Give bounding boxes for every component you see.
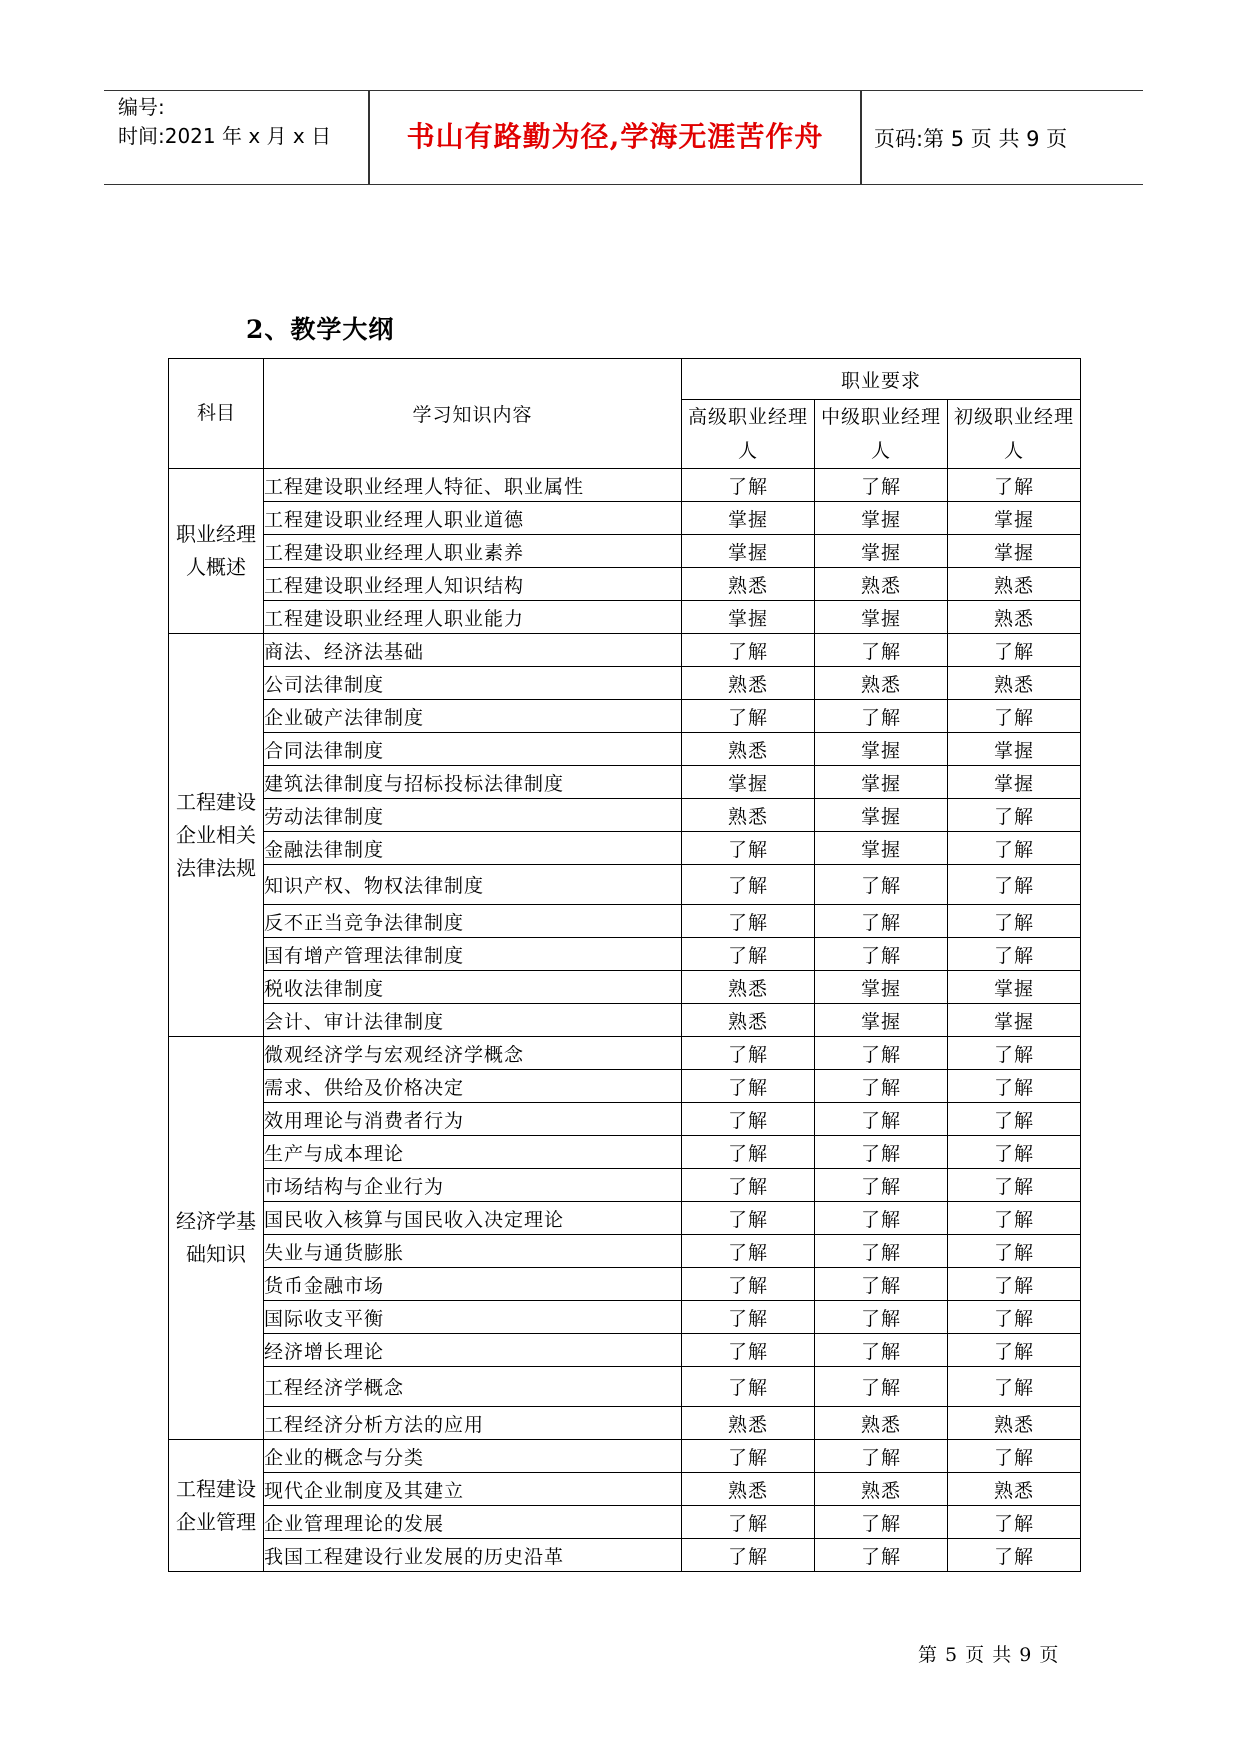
content-cell: 工程建设职业经理人职业能力 — [264, 601, 682, 634]
content-column-header: 学习知识内容 — [264, 359, 682, 469]
table-row — [169, 971, 1081, 1004]
header-meta — [118, 93, 331, 151]
requirement-cell-senior: 熟悉 — [682, 1004, 815, 1037]
requirement-cell-senior: 了解 — [682, 1070, 815, 1103]
subject-cell: 工程建设企业管理 — [169, 1440, 264, 1572]
requirement-cell-senior: 了解 — [682, 700, 815, 733]
content-cell: 会计、审计法律制度 — [264, 1004, 682, 1037]
table-row — [169, 1506, 1081, 1539]
subject-cell: 经济学基础知识 — [169, 1037, 264, 1440]
subject-cell: 职业经理人概述 — [169, 469, 264, 634]
requirement-cell-middle: 掌握 — [815, 971, 948, 1004]
requirement-cell-middle: 熟悉 — [815, 1407, 948, 1440]
content-cell: 合同法律制度 — [264, 733, 682, 766]
content-cell: 企业的概念与分类 — [264, 1440, 682, 1473]
table-row — [169, 1301, 1081, 1334]
requirement-cell-middle: 了解 — [815, 1235, 948, 1268]
table-row — [169, 535, 1081, 568]
syllabus-table — [168, 358, 1081, 1572]
content-cell: 需求、供给及价格决定 — [264, 1070, 682, 1103]
table-row — [169, 865, 1081, 905]
requirement-cell-senior: 了解 — [682, 938, 815, 971]
requirement-cell-middle: 了解 — [815, 1070, 948, 1103]
content-cell: 市场结构与企业行为 — [264, 1169, 682, 1202]
table-row — [169, 634, 1081, 667]
table-row — [169, 1473, 1081, 1506]
requirement-cell-senior: 了解 — [682, 1169, 815, 1202]
requirement-cell-senior: 掌握 — [682, 766, 815, 799]
table-row — [169, 502, 1081, 535]
requirement-cell-junior: 了解 — [948, 1235, 1081, 1268]
requirement-cell-senior: 熟悉 — [682, 1407, 815, 1440]
content-cell: 生产与成本理论 — [264, 1136, 682, 1169]
requirement-cell-senior: 了解 — [682, 865, 815, 905]
table-row — [169, 601, 1081, 634]
content-cell: 公司法律制度 — [264, 667, 682, 700]
content-cell: 工程建设职业经理人特征、职业属性 — [264, 469, 682, 502]
requirement-cell-senior: 掌握 — [682, 535, 815, 568]
subject-cell: 工程建设企业相关法律法规 — [169, 634, 264, 1037]
requirement-cell-middle: 掌握 — [815, 535, 948, 568]
requirement-cell-junior: 了解 — [948, 1136, 1081, 1169]
requirement-cell-middle: 了解 — [815, 938, 948, 971]
requirement-cell-junior: 了解 — [948, 469, 1081, 502]
requirement-cell-middle: 了解 — [815, 1539, 948, 1572]
content-cell: 工程建设职业经理人职业素养 — [264, 535, 682, 568]
requirement-cell-senior: 了解 — [682, 634, 815, 667]
table-row — [169, 568, 1081, 601]
page-footer: 第 5 页 共 9 页 — [918, 1644, 1060, 1666]
content-cell: 国有增产管理法律制度 — [264, 938, 682, 971]
table-row — [169, 1539, 1081, 1572]
table-row — [169, 832, 1081, 865]
requirement-cell-middle: 了解 — [815, 905, 948, 938]
requirement-cell-middle: 掌握 — [815, 766, 948, 799]
requirement-cell-middle: 掌握 — [815, 832, 948, 865]
requirement-cell-senior: 熟悉 — [682, 1473, 815, 1506]
requirement-cell-senior: 掌握 — [682, 601, 815, 634]
requirement-cell-middle: 了解 — [815, 1506, 948, 1539]
requirement-cell-junior: 了解 — [948, 1070, 1081, 1103]
requirement-cell-junior: 了解 — [948, 938, 1081, 971]
requirement-cell-middle: 了解 — [815, 1367, 948, 1407]
content-cell: 反不正当竞争法律制度 — [264, 905, 682, 938]
table-row — [169, 1367, 1081, 1407]
requirement-cell-middle: 掌握 — [815, 733, 948, 766]
requirement-cell-junior: 了解 — [948, 1440, 1081, 1473]
requirement-cell-junior: 了解 — [948, 1301, 1081, 1334]
level-header-middle: 中级职业经理人 — [815, 400, 948, 469]
requirement-cell-junior: 了解 — [948, 1169, 1081, 1202]
requirement-cell-junior: 掌握 — [948, 733, 1081, 766]
requirement-cell-junior: 掌握 — [948, 1004, 1081, 1037]
table-row — [169, 733, 1081, 766]
requirement-cell-senior: 了解 — [682, 469, 815, 502]
requirement-cell-junior: 了解 — [948, 700, 1081, 733]
requirement-cell-senior: 了解 — [682, 1334, 815, 1367]
requirement-cell-junior: 了解 — [948, 1367, 1081, 1407]
subject-column-header: 科目 — [169, 359, 264, 469]
content-cell: 效用理论与消费者行为 — [264, 1103, 682, 1136]
content-cell: 我国工程建设行业发展的历史沿革 — [264, 1539, 682, 1572]
requirement-cell-middle: 了解 — [815, 1103, 948, 1136]
page-header — [104, 90, 1143, 185]
level-header-junior: 初级职业经理人 — [948, 400, 1081, 469]
requirement-cell-junior: 了解 — [948, 1334, 1081, 1367]
requirement-cell-senior: 熟悉 — [682, 568, 815, 601]
requirement-cell-middle: 了解 — [815, 1169, 948, 1202]
requirement-cell-junior: 了解 — [948, 905, 1081, 938]
table-row — [169, 1334, 1081, 1367]
requirement-cell-middle: 了解 — [815, 1301, 948, 1334]
requirement-cell-middle: 了解 — [815, 634, 948, 667]
content-cell: 工程经济学概念 — [264, 1367, 682, 1407]
header-page-label: 页码:第 5 页 共 9 页 — [874, 127, 1068, 151]
content-cell: 工程建设职业经理人职业道德 — [264, 502, 682, 535]
requirement-cell-middle: 掌握 — [815, 799, 948, 832]
section-title: 2、教学大纲 — [246, 315, 395, 344]
requirement-cell-senior: 了解 — [682, 1301, 815, 1334]
table-row — [169, 1037, 1081, 1070]
content-cell: 知识产权、物权法律制度 — [264, 865, 682, 905]
requirement-cell-junior: 掌握 — [948, 535, 1081, 568]
header-divider — [860, 91, 862, 184]
table-row — [169, 938, 1081, 971]
requirement-cell-senior: 了解 — [682, 1539, 815, 1572]
requirement-cell-senior: 了解 — [682, 1235, 815, 1268]
requirement-cell-junior: 了解 — [948, 1103, 1081, 1136]
table-row — [169, 1169, 1081, 1202]
requirement-cell-junior: 了解 — [948, 1202, 1081, 1235]
requirement-cell-middle: 了解 — [815, 1037, 948, 1070]
header-motto: 书山有路勤为径,学海无涯苦作舟 — [406, 120, 824, 153]
requirement-cell-junior: 掌握 — [948, 502, 1081, 535]
table-row — [169, 667, 1081, 700]
requirement-cell-junior: 了解 — [948, 799, 1081, 832]
requirement-cell-junior: 熟悉 — [948, 568, 1081, 601]
requirement-cell-senior: 了解 — [682, 1440, 815, 1473]
content-cell: 企业管理理论的发展 — [264, 1506, 682, 1539]
requirement-cell-middle: 熟悉 — [815, 1473, 948, 1506]
requirement-cell-middle: 掌握 — [815, 502, 948, 535]
requirement-cell-senior: 熟悉 — [682, 667, 815, 700]
requirement-cell-junior: 了解 — [948, 1268, 1081, 1301]
requirement-cell-junior: 熟悉 — [948, 1407, 1081, 1440]
requirement-cell-middle: 了解 — [815, 1440, 948, 1473]
content-cell: 国民收入核算与国民收入决定理论 — [264, 1202, 682, 1235]
content-cell: 金融法律制度 — [264, 832, 682, 865]
requirement-cell-junior: 了解 — [948, 1539, 1081, 1572]
table-row — [169, 1235, 1081, 1268]
header-number-label: 编号: — [118, 95, 165, 119]
requirement-cell-junior: 了解 — [948, 832, 1081, 865]
requirement-cell-middle: 了解 — [815, 1334, 948, 1367]
requirement-cell-junior: 熟悉 — [948, 1473, 1081, 1506]
header-time-label: 时间:2021 年 x 月 x 日 — [118, 124, 332, 148]
requirement-cell-middle: 熟悉 — [815, 568, 948, 601]
requirement-cell-junior: 熟悉 — [948, 601, 1081, 634]
requirement-cell-middle: 了解 — [815, 1202, 948, 1235]
requirement-cell-middle: 掌握 — [815, 601, 948, 634]
table-row — [169, 469, 1081, 502]
table-row — [169, 1004, 1081, 1037]
table-row — [169, 905, 1081, 938]
requirement-cell-middle: 了解 — [815, 865, 948, 905]
content-cell: 建筑法律制度与招标投标法律制度 — [264, 766, 682, 799]
content-cell: 失业与通货膨胀 — [264, 1235, 682, 1268]
requirement-cell-junior: 熟悉 — [948, 667, 1081, 700]
requirement-cell-senior: 了解 — [682, 1506, 815, 1539]
requirement-cell-senior: 了解 — [682, 1268, 815, 1301]
requirement-cell-junior: 了解 — [948, 865, 1081, 905]
requirement-cell-senior: 了解 — [682, 1136, 815, 1169]
content-cell: 税收法律制度 — [264, 971, 682, 1004]
requirement-cell-senior: 了解 — [682, 832, 815, 865]
requirement-cell-junior: 掌握 — [948, 766, 1081, 799]
requirement-cell-junior: 了解 — [948, 634, 1081, 667]
table-row — [169, 1268, 1081, 1301]
requirement-cell-senior: 了解 — [682, 1367, 815, 1407]
level-header-senior: 高级职业经理人 — [682, 400, 815, 469]
requirement-cell-senior: 了解 — [682, 1037, 815, 1070]
requirement-cell-senior: 了解 — [682, 1103, 815, 1136]
requirement-cell-senior: 熟悉 — [682, 799, 815, 832]
table-row — [169, 1407, 1081, 1440]
requirement-cell-junior: 了解 — [948, 1506, 1081, 1539]
content-cell: 工程建设职业经理人知识结构 — [264, 568, 682, 601]
table-row — [169, 1136, 1081, 1169]
requirement-column-header: 职业要求 — [682, 359, 1081, 400]
requirement-cell-middle: 了解 — [815, 700, 948, 733]
content-cell: 企业破产法律制度 — [264, 700, 682, 733]
table-row — [169, 1070, 1081, 1103]
requirement-cell-middle: 了解 — [815, 1268, 948, 1301]
table-row — [169, 766, 1081, 799]
requirement-cell-senior: 掌握 — [682, 502, 815, 535]
content-cell: 现代企业制度及其建立 — [264, 1473, 682, 1506]
table-row — [169, 1103, 1081, 1136]
requirement-cell-middle: 掌握 — [815, 1004, 948, 1037]
table-row — [169, 1440, 1081, 1473]
content-cell: 货币金融市场 — [264, 1268, 682, 1301]
content-cell: 工程经济分析方法的应用 — [264, 1407, 682, 1440]
content-cell: 劳动法律制度 — [264, 799, 682, 832]
content-cell: 商法、经济法基础 — [264, 634, 682, 667]
requirement-cell-middle: 了解 — [815, 469, 948, 502]
requirement-cell-junior: 掌握 — [948, 971, 1081, 1004]
requirement-cell-senior: 了解 — [682, 905, 815, 938]
table-row — [169, 700, 1081, 733]
requirement-cell-junior: 了解 — [948, 1037, 1081, 1070]
requirement-cell-senior: 熟悉 — [682, 733, 815, 766]
content-cell: 微观经济学与宏观经济学概念 — [264, 1037, 682, 1070]
content-cell: 国际收支平衡 — [264, 1301, 682, 1334]
table-row — [169, 799, 1081, 832]
requirement-cell-senior: 熟悉 — [682, 971, 815, 1004]
requirement-cell-middle: 熟悉 — [815, 667, 948, 700]
content-cell: 经济增长理论 — [264, 1334, 682, 1367]
requirement-cell-middle: 了解 — [815, 1136, 948, 1169]
table-row — [169, 1202, 1081, 1235]
requirement-cell-senior: 了解 — [682, 1202, 815, 1235]
